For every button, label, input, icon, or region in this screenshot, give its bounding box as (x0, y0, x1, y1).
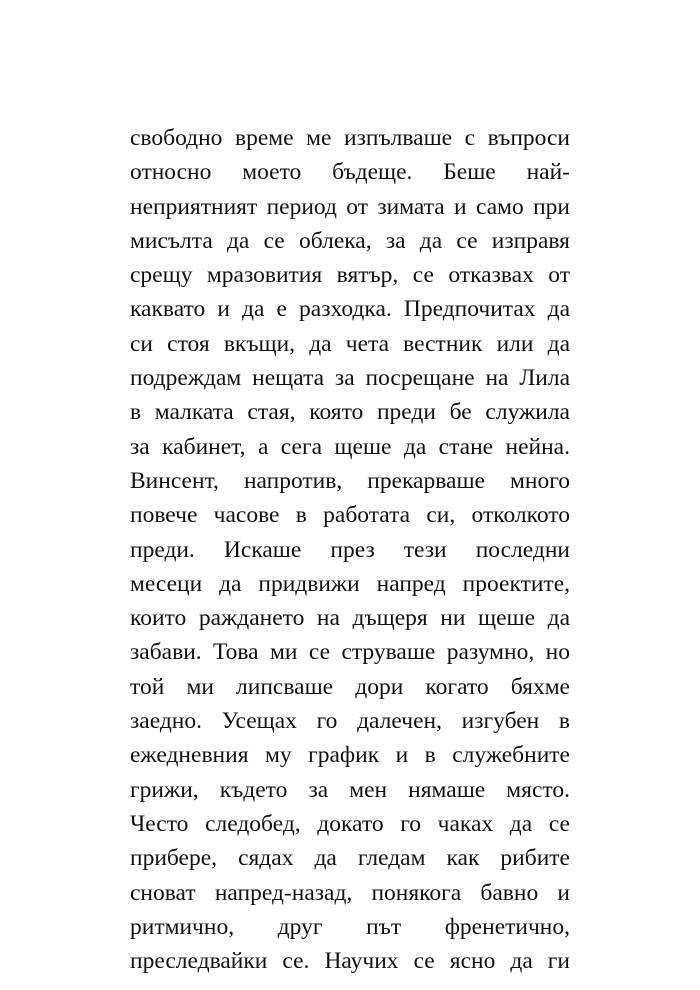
page-text (130, 121, 570, 978)
text-line: прибере, сядах да гледам как рибите (130, 845, 570, 872)
text-line: които раждането на дъщеря ни щеше да (130, 605, 570, 632)
text-line: относно моето бъдеще. Беше най- (130, 159, 570, 186)
text-line: ритмично, друг път френетично, (130, 913, 570, 940)
text-line: грижи, където за мен нямаше място. (130, 776, 570, 803)
text-line: неприятният период от зимата и само при (130, 193, 570, 220)
text-line: той ми липсваше дори когато бяхме (130, 673, 570, 700)
text-line: свободно време ме изпълваше с въпроси (130, 125, 570, 151)
text-line: каквато и да е разходка. Предпочитах да (130, 296, 570, 323)
text-line: ежедневния му график и в служебните (130, 742, 570, 769)
text-line: мисълта да се облека, за да се изправя (130, 227, 570, 254)
text-line: подреждам нещата за посрещане на Лила (130, 365, 570, 392)
text-line: си стоя вкъщи, да чета вестник или да (130, 330, 570, 357)
text-line: срещу мразовития вятър, се отказвах от (130, 262, 570, 289)
text-line: в малката стая, която преди бе служила (130, 399, 570, 426)
text-line: заедно. Усещах го далечен, изгубен в (130, 708, 570, 735)
text-line: месеци да придвижи напред проектите, (130, 570, 570, 597)
text-line: Винсент, напротив, прекарваше много (130, 467, 570, 494)
text-line: за кабинет, а сега щеше да стане нейна. (130, 433, 570, 460)
text-line: забави. Това ми се струваше разумно, но (130, 639, 570, 666)
text-line: сноват напред-назад, понякога бавно и (130, 879, 570, 906)
text-line: Често следобед, докато го чаках да се (130, 810, 570, 837)
text-line: повече часове в работата си, отколкото (130, 502, 570, 529)
text-line: преди. Искаше през тези последни (130, 536, 570, 563)
text-line: преследвайки се. Научих се ясно да ги (130, 948, 570, 975)
